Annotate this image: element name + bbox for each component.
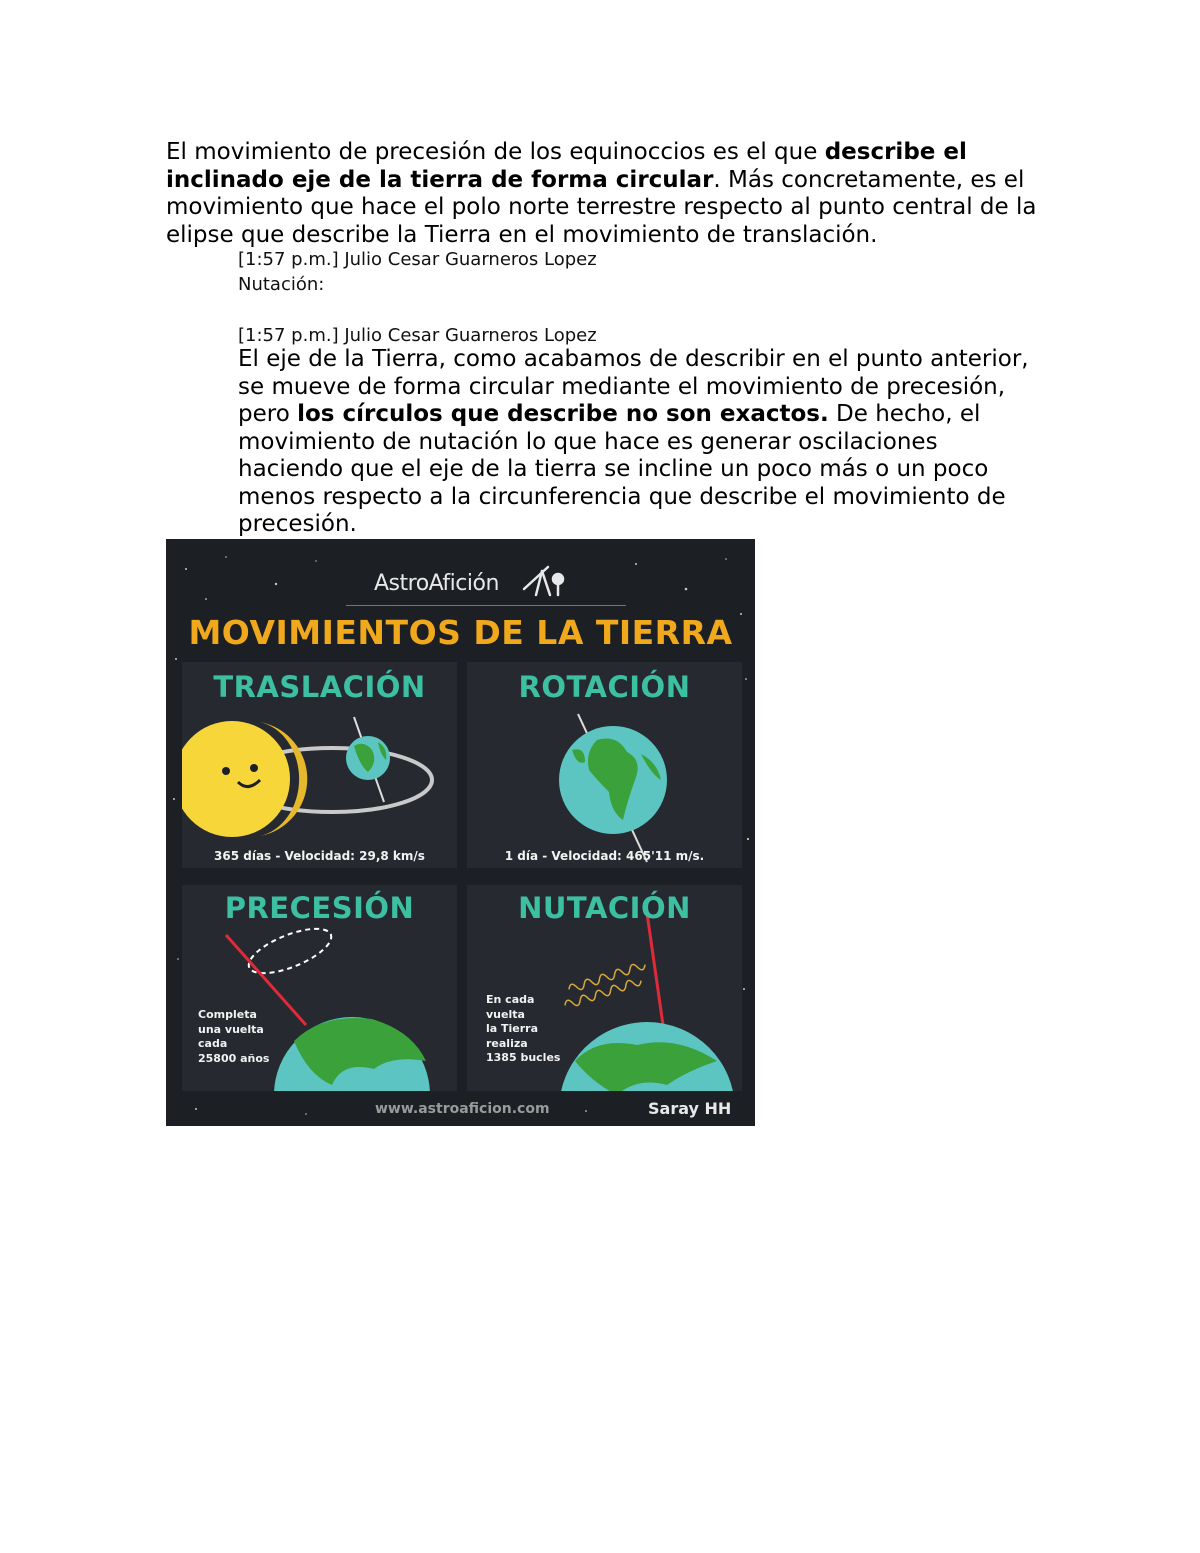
author-credit: Saray HH [648, 1099, 732, 1118]
precesion-text: Completa una vuelta cada 25800 años [198, 1008, 270, 1065]
telescope-icon [518, 559, 566, 599]
paragraph-text: El movimiento de precesión de los equinoccios es el que [166, 139, 825, 165]
nutation-wave [568, 961, 647, 993]
panel-rotacion [467, 662, 742, 868]
paragraph-bold-text: los círculos que describe no son exactos. [297, 401, 829, 427]
panel-precesion [182, 885, 457, 1091]
nutation-wave [564, 977, 643, 1009]
traslacion-caption: 365 días - Velocidad: 29,8 km/s [214, 849, 425, 863]
brand-divider [346, 605, 626, 606]
paragraph-text: El eje de la Tierra, como acabamos de describir en el punto anterior, se mueve de forma circular mediante el movimiento de precesión, pero [238, 346, 1029, 427]
sun-graphic [182, 721, 290, 837]
rotacion-title: ROTACIÓN [518, 670, 691, 704]
nutation-paragraph [238, 346, 1048, 539]
panel-traslacion [182, 662, 457, 868]
panel-nutacion [467, 885, 742, 1091]
nutacion-text: En cada vuelta la Tierra realiza 1385 bucles [486, 993, 561, 1064]
source-url: www.astroaficion.com [375, 1101, 550, 1117]
chat-timestamp-line: [1:57 p.m.] Julio Cesar Guarneros Lopez [238, 325, 597, 346]
astroaficion-logo: AstroAfición [374, 571, 499, 596]
earth-axis [647, 913, 663, 1025]
paragraph-text: De hecho, el movimiento de nutación lo que hace es generar oscilaciones haciendo que el eje de la tierra se incline un poco más o un poco menos respecto a la circunferencia que describe el movimiento de precesión. [238, 401, 1006, 537]
precesion-title: PRECESIÓN [224, 891, 415, 925]
paragraph-bold-text: describe el inclinado eje de la tierra de forma circular [166, 139, 967, 193]
chat-nutacion-label: Nutación: [238, 274, 325, 295]
traslacion-title: TRASLACIÓN [213, 670, 426, 704]
rotacion-caption: 1 día - Velocidad: 465'11 m/s. [504, 849, 705, 863]
nutacion-title: NUTACIÓN [518, 891, 691, 925]
precession-ellipse [243, 920, 337, 983]
earth-movements-infographic [166, 539, 755, 1126]
precession-paragraph [166, 139, 1046, 249]
paragraph-text: . Más concretamente, es el movimiento que hace el polo norte terrestre respecto al punto central de la elipse que describe la Tierra en el movimiento de translación. [166, 166, 1037, 248]
chat-timestamp-line: [1:57 p.m.] Julio Cesar Guarneros Lopez [238, 249, 597, 270]
infographic-title: MOVIMIENTOS DE LA TIERRA [188, 613, 733, 652]
